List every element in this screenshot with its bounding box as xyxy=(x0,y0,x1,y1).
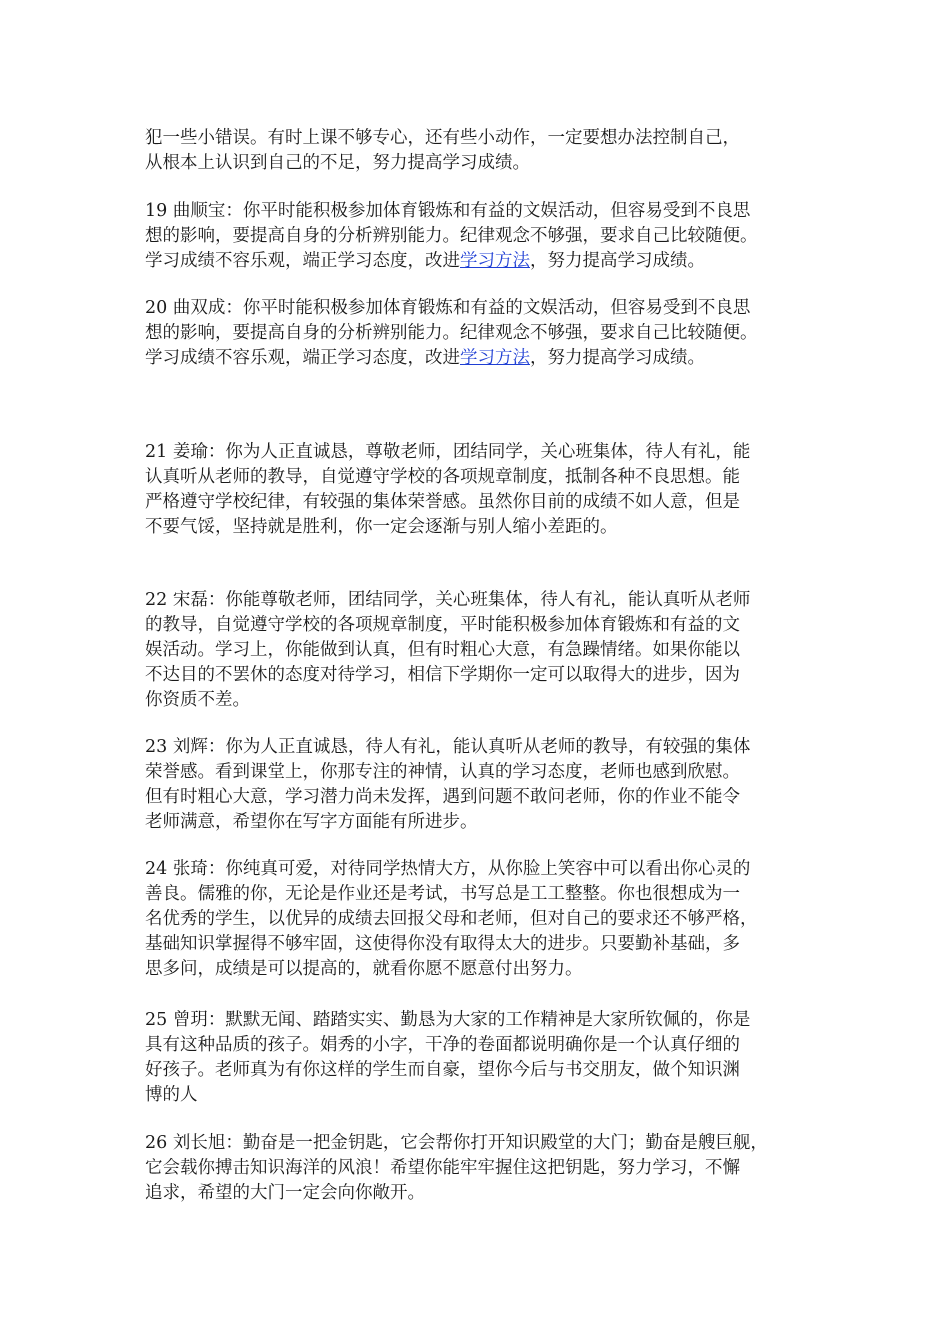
text-segment: 学习成绩不容乐观，端正学习态度，改进 xyxy=(145,348,460,368)
text-segment: ，努力提高学习成绩。 xyxy=(530,251,705,271)
text-line: 23 刘辉：你为人正直诚恳，待人有礼，能认真听从老师的教导，有较强的集体 xyxy=(145,737,751,757)
text-line: 具有这种品质的孩子。娟秀的小字，干净的卷面都说明确你是一个认真仔细的 xyxy=(145,1035,740,1055)
text-line: 它会载你搏击知识海洋的风浪！希望你能牢牢握住这把钥匙，努力学习，不懈 xyxy=(145,1158,740,1178)
text-line: 好孩子。老师真为有你这样的学生而自豪，望你今后与书交朋友，做个知识渊 xyxy=(145,1060,740,1080)
text-line: 的教导，自觉遵守学校的各项规章制度，平时能积极参加体育锻炼和有益的文 xyxy=(145,615,740,635)
paragraph-comment-25 xyxy=(145,1008,835,1108)
text-line: 不要气馁，坚持就是胜利，你一定会逐渐与别人缩小差距的。 xyxy=(145,517,618,537)
paragraph-comment-21 xyxy=(145,440,835,540)
text-line: 思多问，成绩是可以提高的，就看你愿不愿意付出努力。 xyxy=(145,959,583,979)
text-line: 19 曲顺宝：你平时能积极参加体育锻炼和有益的文娱活动，但容易受到不良思 xyxy=(145,201,751,221)
text-line: 犯一些小错误。有时上课不够专心，还有些小动作，一定要想办法控制自己， xyxy=(145,128,740,148)
text-line: 但有时粗心大意，学习潜力尚未发挥，遇到问题不敢问老师，你的作业不能令 xyxy=(145,787,740,807)
text-line: 22 宋磊：你能尊敬老师，团结同学，关心班集体，待人有礼，能认真听从老师 xyxy=(145,590,751,610)
paragraph-comment-19 xyxy=(145,199,835,274)
text-line: 想的影响，要提高自身的分析辨别能力。纪律观念不够强，要求自己比较随便。 xyxy=(145,226,758,246)
text-line: 25 曾玥：默默无闻、踏踏实实、勤恳为大家的工作精神是大家所钦佩的，你是 xyxy=(145,1010,751,1030)
text-line: 博的人 xyxy=(145,1085,198,1105)
text-line-with-link xyxy=(145,346,835,371)
text-line: 名优秀的学生，以优异的成绩去回报父母和老师，但对自己的要求还不够严格， xyxy=(145,909,758,929)
text-line: 娱活动。学习上，你能做到认真，但有时粗心大意，有急躁情绪。如果你能以 xyxy=(145,640,740,660)
text-line-with-link xyxy=(145,249,835,274)
text-line: 想的影响，要提高自身的分析辨别能力。纪律观念不够强，要求自己比较随便。 xyxy=(145,323,758,343)
text-line: 老师满意，希望你在写字方面能有所进步。 xyxy=(145,812,478,832)
text-line: 追求，希望的大门一定会向你敞开。 xyxy=(145,1183,425,1203)
paragraph-comment-24 xyxy=(145,857,835,982)
study-method-link[interactable]: 学习方法 xyxy=(460,348,530,368)
text-line: 善良。儒雅的你，无论是作业还是考试，书写总是工工整整。你也很想成为一 xyxy=(145,884,740,904)
paragraph-comment-22 xyxy=(145,588,835,713)
text-line: 21 姜瑜：你为人正直诚恳，尊敬老师，团结同学，关心班集体，待人有礼，能 xyxy=(145,442,751,462)
text-line: 荣誉感。看到课堂上，你那专注的神情，认真的学习态度，老师也感到欣慰。 xyxy=(145,762,740,782)
study-method-link[interactable]: 学习方法 xyxy=(460,251,530,271)
text-line: 从根本上认识到自己的不足，努力提高学习成绩。 xyxy=(145,153,530,173)
paragraph-comment-26 xyxy=(145,1131,835,1206)
text-line: 不达目的不罢休的态度对待学习，相信下学期你一定可以取得大的进步，因为 xyxy=(145,665,740,685)
paragraph-comment-23 xyxy=(145,735,835,835)
text-segment: ，努力提高学习成绩。 xyxy=(530,348,705,368)
paragraph-comment-20 xyxy=(145,296,835,371)
text-line: 26 刘长旭：勤奋是一把金钥匙，它会帮你打开知识殿堂的大门；勤奋是艘巨舰， xyxy=(145,1133,768,1153)
text-line: 严格遵守学校纪律，有较强的集体荣誉感。虽然你目前的成绩不如人意，但是 xyxy=(145,492,740,512)
text-line: 20 曲双成：你平时能积极参加体育锻炼和有益的文娱活动，但容易受到不良思 xyxy=(145,298,751,318)
text-line: 基础知识掌握得不够牢固，这使得你没有取得太大的进步。只要勤补基础，多 xyxy=(145,934,740,954)
text-line: 认真听从老师的教导，自觉遵守学校的各项规章制度，抵制各种不良思想。能 xyxy=(145,467,740,487)
text-line: 你资质不差。 xyxy=(145,690,250,710)
text-segment: 学习成绩不容乐观，端正学习态度，改进 xyxy=(145,251,460,271)
paragraph-continued xyxy=(145,126,835,176)
text-line: 24 张琦：你纯真可爱，对待同学热情大方，从你脸上笑容中可以看出你心灵的 xyxy=(145,859,751,879)
